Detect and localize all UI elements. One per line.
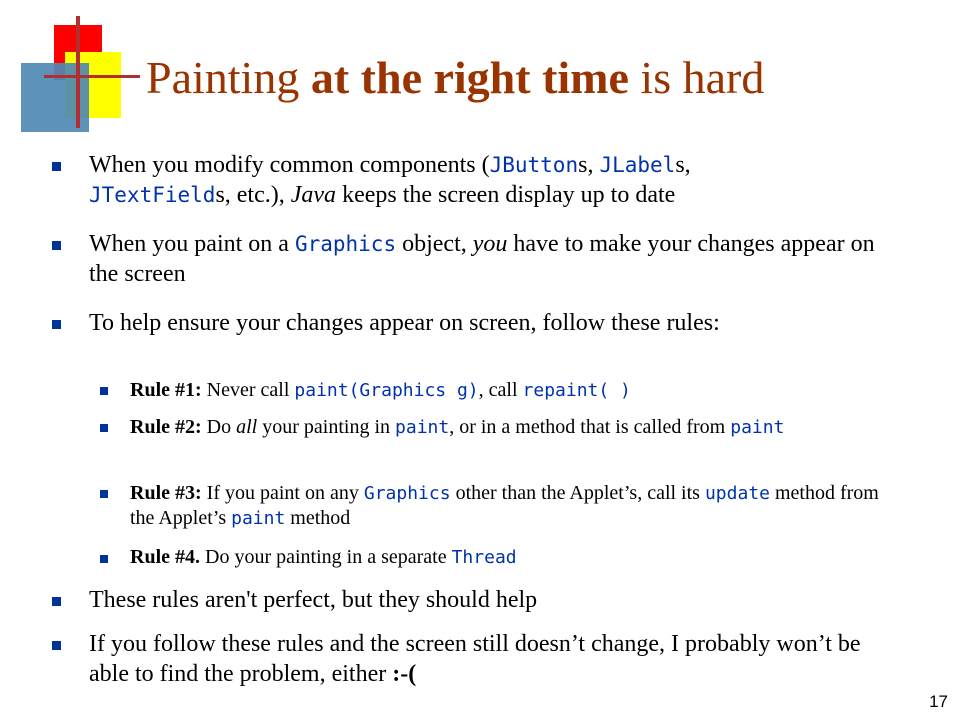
text: your painting in (257, 416, 396, 438)
rule-item-2 (130, 415, 900, 440)
rule-label: Rule #2: (130, 416, 202, 438)
text: Never call (201, 379, 295, 401)
bullet-marker (52, 320, 61, 329)
code-text: paint(Graphics g) (294, 380, 479, 401)
bullet-item-4: These rules aren't perfect, but they should help (89, 587, 538, 613)
italic-text: all (236, 416, 258, 438)
sub-bullet-marker (100, 555, 108, 563)
text: Do (201, 416, 237, 438)
text: When you paint on a (89, 231, 295, 257)
title-part-3: is hard (628, 52, 765, 103)
code-text: paint (395, 417, 450, 438)
rule-label: Rule #1: (130, 379, 202, 401)
sub-bullet-marker (100, 490, 108, 498)
sub-bullet-marker (100, 424, 108, 432)
text: If you follow these rules and the screen still doesn’t change, I probably won’t be able to find the problem, either (89, 631, 861, 687)
bullet-marker (52, 241, 61, 250)
text: method from the Applet’s (130, 482, 879, 529)
bullet-item-3: To help ensure your changes appear on screen, follow these rules: (89, 310, 720, 336)
bullet-item-1 (89, 150, 889, 210)
text: , or in a method that is called from (449, 416, 731, 438)
text: If you paint on any (201, 482, 364, 504)
title-part-2-bold: at the right time (310, 52, 629, 103)
code-text: Graphics (363, 483, 451, 504)
text: method (285, 507, 351, 529)
text: s, etc.), (215, 182, 291, 208)
code-text: JTextField (89, 183, 216, 207)
code-text: JLabel (599, 153, 676, 177)
code-text: JButton (489, 153, 579, 177)
code-text: paint (231, 508, 286, 529)
title-part-1: Painting (146, 52, 311, 103)
text: Do your painting in a separate (200, 546, 452, 568)
italic-text: Java (290, 182, 337, 208)
page-number: 17 (929, 692, 948, 711)
rule-item-3 (130, 481, 900, 531)
text: , call (478, 379, 523, 401)
bullet-marker (52, 597, 61, 606)
text: s, (578, 152, 600, 178)
bullet-marker (52, 162, 61, 171)
emoticon-text: :-( (392, 661, 417, 687)
rule-item-4 (130, 545, 900, 570)
text: object, (396, 231, 473, 257)
code-text: paint (730, 417, 785, 438)
italic-text: you (472, 231, 508, 257)
sub-bullet-marker (100, 387, 108, 395)
text: other than the Applet’s, call its (450, 482, 705, 504)
bullet-item-2 (89, 229, 889, 289)
code-text: Graphics (294, 232, 397, 256)
code-text: Thread (451, 547, 517, 568)
bullet-item-5 (89, 629, 889, 689)
rule-label: Rule #4. (130, 546, 200, 568)
rule-item-1 (130, 378, 900, 403)
bullet-marker (52, 641, 61, 650)
code-text: repaint( ) (522, 380, 631, 401)
text: s, (675, 152, 691, 178)
rule-label: Rule #3: (130, 482, 202, 504)
text: When you modify common components ( (89, 152, 490, 178)
text: keeps the screen display up to date (336, 182, 676, 208)
text: have to make your changes appear on the screen (89, 231, 875, 287)
code-text: update (704, 483, 770, 504)
